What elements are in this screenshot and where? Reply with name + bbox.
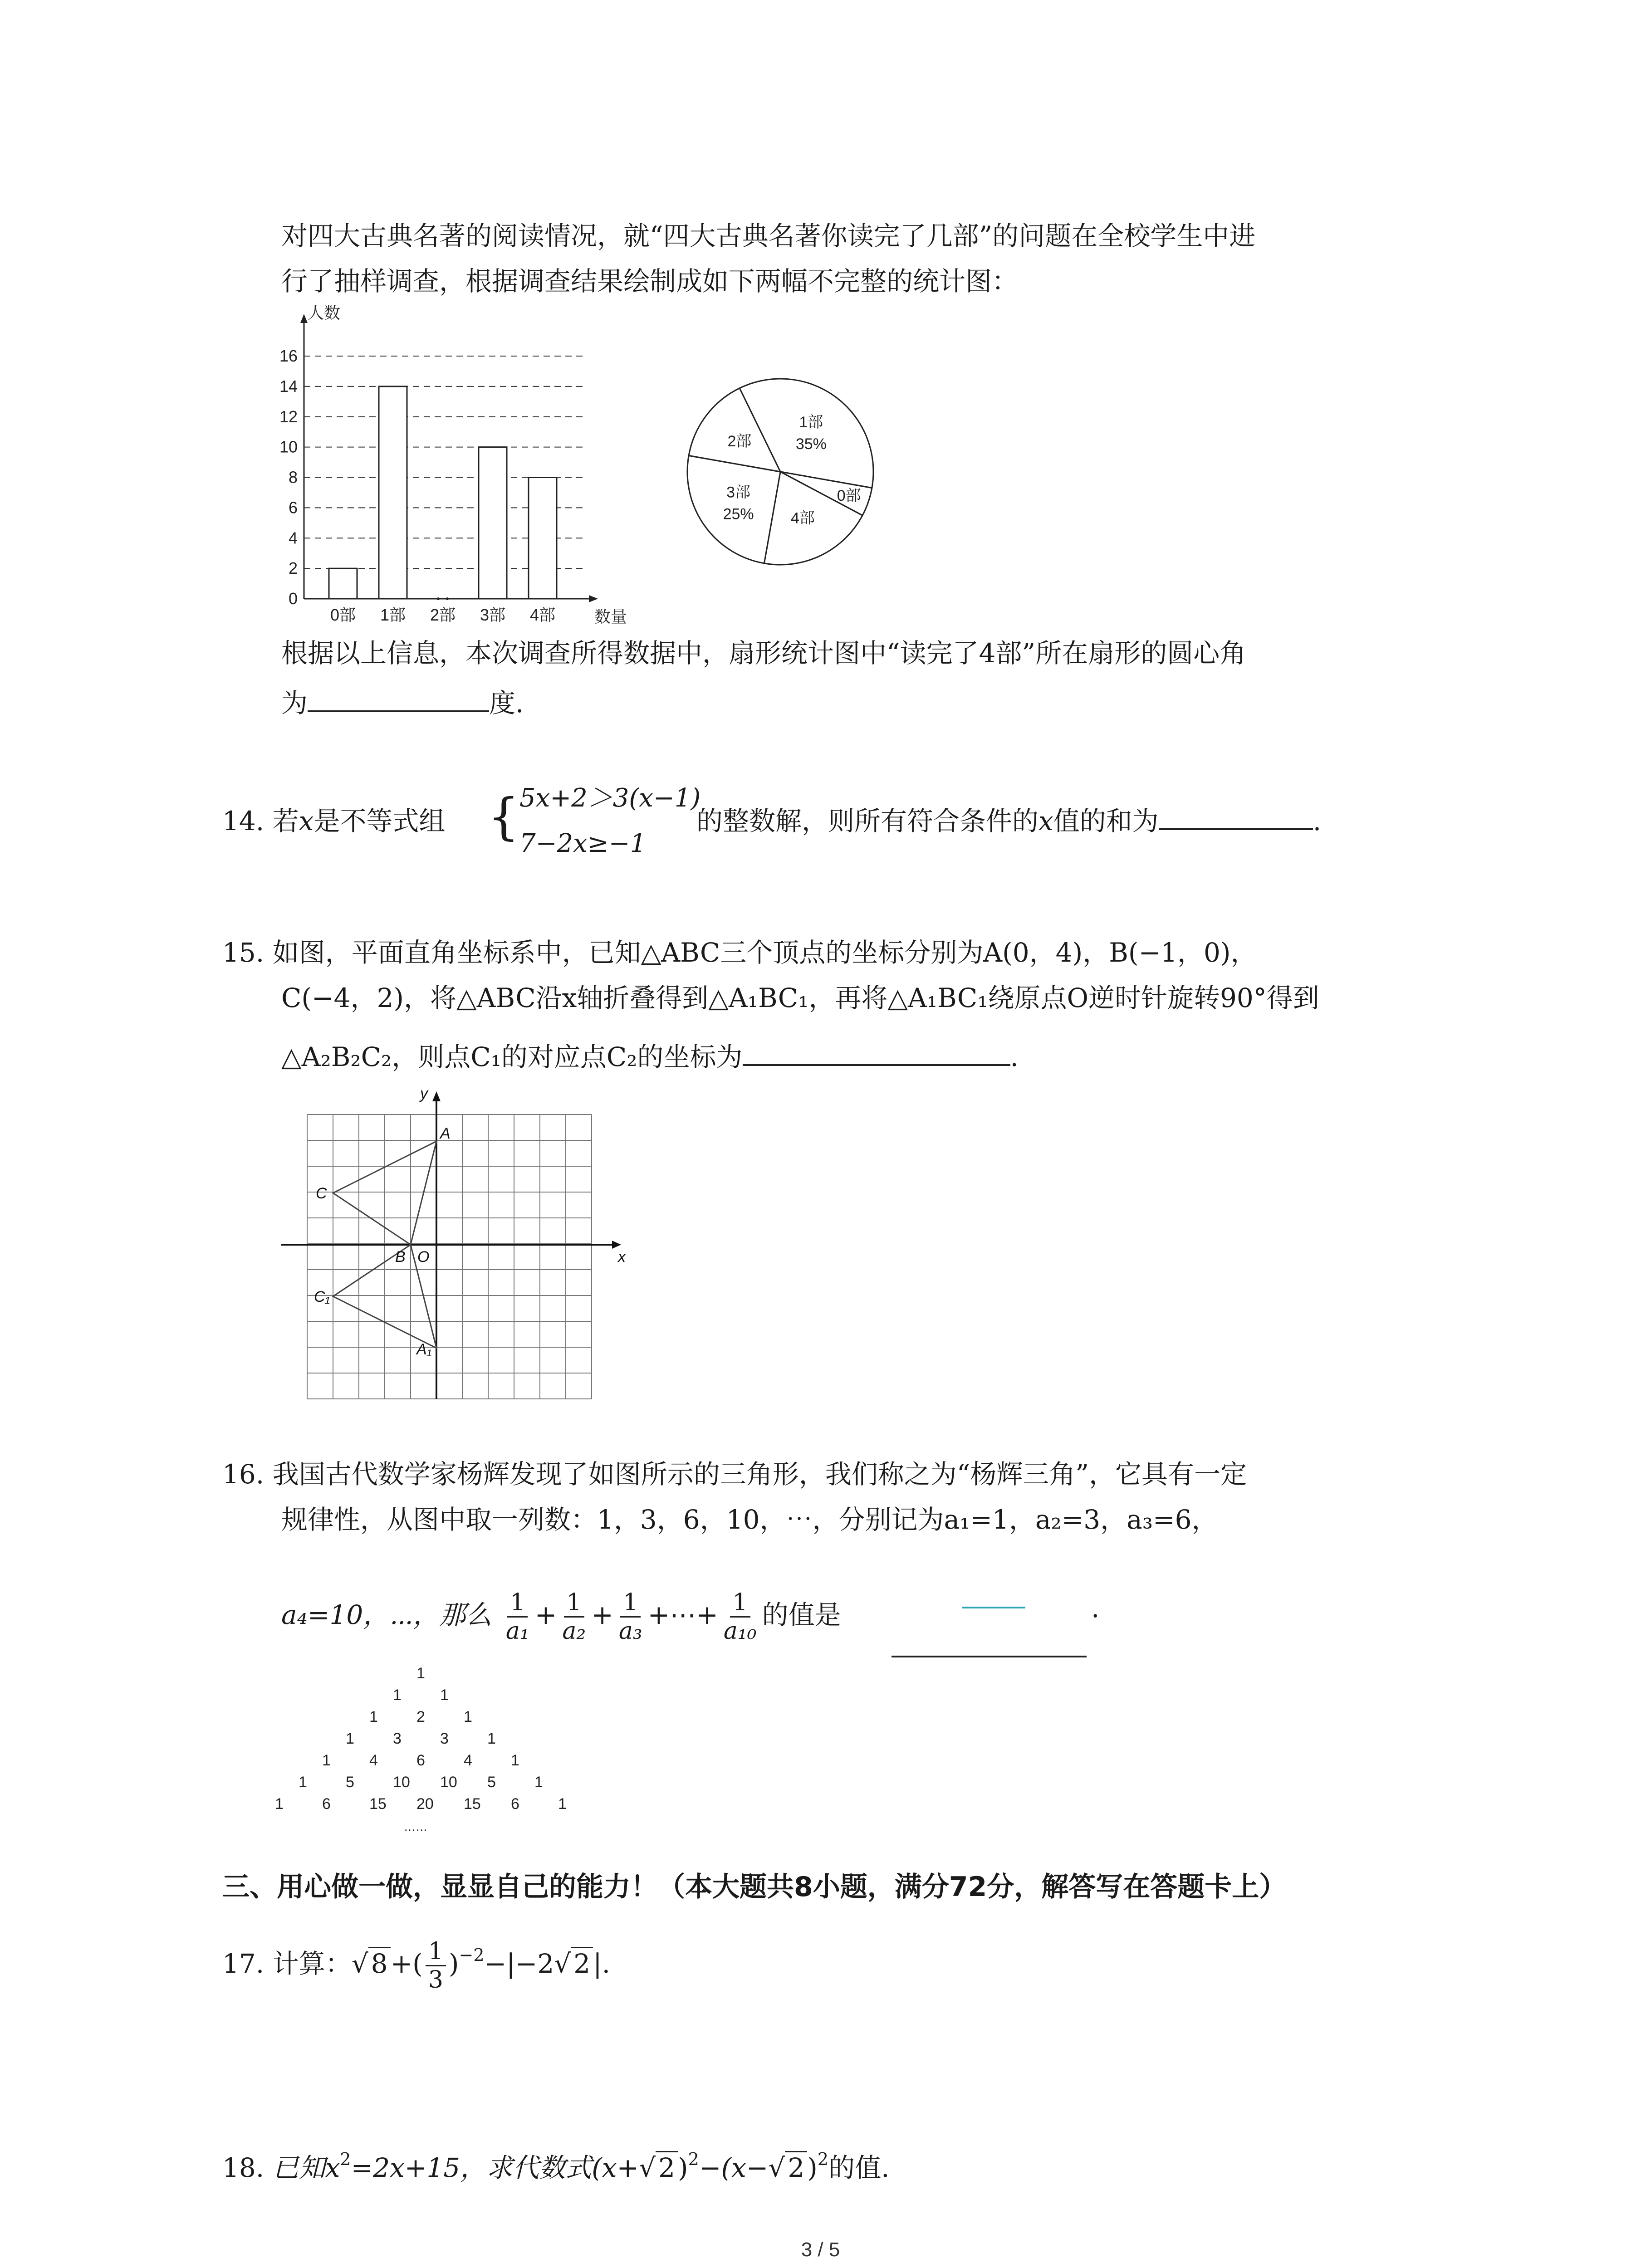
q15-line1-text: 如图，平面直角坐标系中，已知△ABC三个顶点的坐标分别为A(0，4)，B(−1，0)，	[272, 937, 1257, 968]
q18-sup1: 2	[340, 2149, 351, 2169]
fraction-one-third-num: 1	[426, 1938, 446, 1966]
label-b: B	[395, 1248, 406, 1266]
triangle-number: 3	[440, 1730, 449, 1747]
q13-line4	[281, 685, 524, 721]
label-x-axis: x	[618, 1248, 626, 1266]
fraction-1	[503, 1589, 532, 1645]
triangle-number: 1	[487, 1730, 496, 1747]
plus-2: +	[591, 1599, 613, 1630]
bar	[329, 568, 357, 599]
triangle-number: 1	[275, 1795, 284, 1813]
triangle-number: 15	[369, 1795, 387, 1813]
q18-mid: =2x+15，求代数式(x+	[351, 2152, 639, 2183]
triangle-number: 1	[464, 1708, 472, 1725]
fraction-one-third	[426, 1938, 446, 1994]
q18-sqrt-2a: √ 2	[639, 2150, 678, 2186]
triangle-number: 6	[322, 1795, 331, 1813]
q15-line2: C(−4，2)，将△ABC沿x轴折叠得到△A₁BC₁，再将△A₁BC₁绕原点O逆时针旋转90°得到	[281, 982, 1319, 1013]
bar-category-label: 1部	[380, 606, 406, 624]
q16-line3	[281, 1583, 841, 1647]
q16-line1	[222, 1456, 1247, 1492]
q17-abs: −|−2	[484, 1948, 554, 1979]
triangle-number: 1	[346, 1730, 354, 1747]
fraction-2-num: 1	[564, 1589, 584, 1618]
q15-line1	[222, 934, 1257, 971]
triangle-more: ……	[404, 1820, 427, 1833]
triangle-number: 4	[369, 1752, 378, 1769]
q13-line4-pre: 为	[281, 688, 308, 719]
answer-blank-15[interactable]	[743, 1060, 1010, 1066]
triangle-number: 1	[369, 1708, 378, 1725]
triangle-number: 1	[440, 1686, 449, 1704]
triangle-number: 1	[322, 1752, 331, 1769]
section-3-title: 三、用心做一做，显显自己的能力！（本大题共8小题，满分72分，解答写在答题卡上）	[222, 1871, 1287, 1903]
q14-number: 14.	[222, 806, 265, 836]
page-number: 3 / 5	[801, 2239, 840, 2261]
coordinate-grid-figure	[281, 1085, 626, 1406]
bar-chart-ylabel: 人数	[308, 303, 341, 322]
bar-y-arrow-icon	[300, 314, 308, 323]
q18-sqrt-2a-radicand: 2	[656, 2151, 678, 2183]
bar-ytick-label: 14	[279, 376, 298, 396]
q16-line1-text: 我国古代数学家杨辉发现了如图所示的三角形，我们称之为“杨辉三角”，它具有一定	[272, 1459, 1247, 1490]
fraction-10-num: 1	[730, 1589, 750, 1618]
q15-number: 15.	[222, 937, 265, 968]
q14-var2: x	[1038, 806, 1053, 836]
q17-exponent: −2	[459, 1945, 485, 1965]
q15-line3	[281, 1039, 1019, 1075]
brace-icon: {	[488, 787, 519, 846]
triangle-number: 20	[416, 1795, 434, 1813]
triangle-number: 1	[299, 1774, 307, 1791]
bar-ytick-label: 8	[288, 468, 298, 487]
q16-number: 16.	[222, 1459, 265, 1490]
pie-slice-label: 4部	[790, 509, 815, 527]
pie-slice-label: 1部	[799, 413, 823, 431]
q18-end: 的值.	[828, 2152, 890, 2183]
pie-slice-percent: 35%	[795, 435, 827, 453]
bar-ytick-label: 2	[288, 559, 298, 578]
q17-line	[222, 1923, 610, 1995]
label-c1: C₁	[314, 1288, 330, 1305]
label-y-axis: y	[420, 1085, 428, 1102]
bar-chart	[254, 299, 662, 635]
bar-category-label: 0部	[330, 606, 356, 624]
triangle-number: 6	[511, 1795, 519, 1813]
answer-blank-14[interactable]	[1159, 824, 1313, 830]
bar	[479, 447, 507, 599]
q16-line3-end: .	[1091, 1593, 1100, 1623]
triangle-number: 5	[487, 1774, 496, 1791]
fraction-one-third-den: 3	[428, 1966, 443, 1994]
bar-chart-xlabel: 数量	[594, 607, 627, 626]
plus-dots: +⋯+	[647, 1599, 718, 1630]
fraction-3-den: a₃	[618, 1618, 642, 1645]
triangle-number: 5	[346, 1774, 354, 1791]
bar-ytick-label: 16	[279, 347, 298, 365]
bar-ytick-label: 6	[288, 498, 298, 517]
q14-ineq2: 7−2x≥−1	[519, 829, 647, 858]
q17-pre: 计算：	[272, 1948, 352, 1979]
q18-sqrt-2b-radicand: 2	[785, 2151, 807, 2183]
fraction-10-den: a₁₀	[723, 1618, 757, 1645]
answer-blank-13[interactable]	[308, 706, 489, 712]
fraction-2-den: a₂	[562, 1618, 586, 1645]
q14-var: x	[299, 806, 314, 836]
q16-line2: 规律性，从图中取一列数：1，3，6，10，⋯，分别记为a₁=1，a₂=3，a₃=6，	[281, 1504, 1218, 1535]
bar-x-arrow-icon	[589, 595, 598, 602]
q14-line	[222, 803, 445, 839]
triangle-number: 1	[393, 1686, 402, 1704]
triangle-number: 1	[558, 1795, 567, 1813]
label-a1: A₁	[416, 1341, 432, 1358]
bar-ytick-label: 4	[288, 528, 298, 547]
bar-zero-dot	[446, 597, 449, 600]
plus-1: +	[534, 1599, 557, 1630]
fraction-3	[616, 1589, 645, 1645]
bar-ytick-label: 12	[279, 407, 298, 426]
bar-category-label: 3部	[480, 606, 506, 624]
triangle-number: 10	[393, 1774, 410, 1791]
q18-sup2: 2	[688, 2149, 699, 2169]
q15-line3-pre: △A₂B₂C₂，则点C₁的对应点C₂的坐标为	[281, 1041, 743, 1072]
answer-blank-16[interactable]	[892, 1656, 1087, 1657]
q18-sqrt-2b: √ 2	[768, 2150, 807, 2186]
pie-slice-label: 2部	[727, 433, 752, 450]
q14-ineq1: 5x+2＞3(x−1)	[519, 783, 701, 813]
q13-line3: 根据以上信息，本次调查所得数据中，扇形统计图中“读完了4部”所在扇形的圆心角	[281, 638, 1246, 669]
sqrt-2-radicand: 2	[571, 1947, 593, 1979]
q18-sup3: 2	[817, 2149, 829, 2169]
q16-line3-pre: a₄=10，⋯，那么	[281, 1599, 492, 1630]
q17-plus-open: +(	[390, 1948, 423, 1979]
q14-pre: 若	[272, 806, 299, 836]
sqrt-8: √ 8	[352, 1932, 391, 1995]
fraction-2	[559, 1589, 588, 1645]
y-axis-arrow-icon	[432, 1091, 441, 1101]
q13-line4-post: 度.	[489, 688, 524, 719]
q16-line3-post: 的值是	[762, 1599, 841, 1630]
pie-slice-label: 0部	[837, 487, 861, 505]
q18-mid4: )	[807, 2152, 818, 2183]
q14-post2: 值的和为	[1053, 806, 1159, 836]
x-axis-arrow-icon	[612, 1241, 621, 1249]
triangle-number: 4	[464, 1752, 472, 1769]
yanghui-triangle	[272, 1665, 617, 1833]
pie-slice-percent: 25%	[723, 505, 754, 523]
triangle-number: 2	[416, 1708, 425, 1725]
teal-underline	[962, 1607, 1025, 1608]
q18-number: 18.	[222, 2152, 265, 2183]
bar-category-label: 2部	[430, 606, 456, 624]
label-a: A	[440, 1125, 451, 1142]
pie-chart	[671, 363, 889, 581]
bar-ytick-label: 0	[288, 589, 298, 608]
triangle-number: 10	[440, 1774, 457, 1791]
q14-end: .	[1313, 806, 1322, 836]
q18-mid2: )	[678, 2152, 688, 2183]
pie-slice-label: 3部	[726, 484, 751, 501]
bar	[379, 386, 407, 599]
q15-line3-end: .	[1010, 1041, 1019, 1072]
q18-line	[222, 2141, 890, 2186]
q17-number: 17.	[222, 1948, 265, 1979]
triangle-number: 3	[393, 1730, 402, 1747]
bar-ytick-label: 10	[279, 437, 298, 456]
q18-mid3: −(x−	[699, 2152, 769, 2183]
triangle-number: 1	[416, 1665, 425, 1682]
fraction-1-num: 1	[507, 1589, 528, 1618]
fraction-3-num: 1	[620, 1589, 641, 1618]
bar	[529, 478, 557, 599]
q13-line1: 对四大古典名著的阅读情况，就“四大古典名著你读完了几部”的问题在全校学生中进	[281, 220, 1256, 251]
q14-mid: 是不等式组	[314, 806, 446, 836]
sqrt-8-radicand: 8	[368, 1947, 391, 1979]
q14-post1: 的整数解，则所有符合条件的	[696, 806, 1039, 836]
triangle-number: 1	[511, 1752, 519, 1769]
bar-category-label: 4部	[529, 606, 556, 624]
label-c: C	[316, 1185, 327, 1202]
q18-pre: 已知x	[272, 2152, 340, 2183]
triangle-number: 15	[464, 1795, 481, 1813]
triangle-number: 1	[534, 1774, 543, 1791]
label-o: O	[417, 1248, 430, 1266]
fraction-10	[721, 1589, 759, 1645]
fraction-1-den: a₁	[505, 1618, 529, 1645]
q13-line2: 行了抽样调查，根据调查结果绘制成如下两幅不完整的统计图：	[281, 266, 1019, 297]
sqrt-2: √ 2	[554, 1932, 593, 1995]
bar-zero-dot	[437, 597, 440, 600]
q17-end: |.	[593, 1948, 611, 1979]
q17-close-paren: )	[448, 1948, 459, 1979]
triangle-number: 6	[416, 1752, 425, 1769]
q14-line-post	[696, 803, 1321, 839]
